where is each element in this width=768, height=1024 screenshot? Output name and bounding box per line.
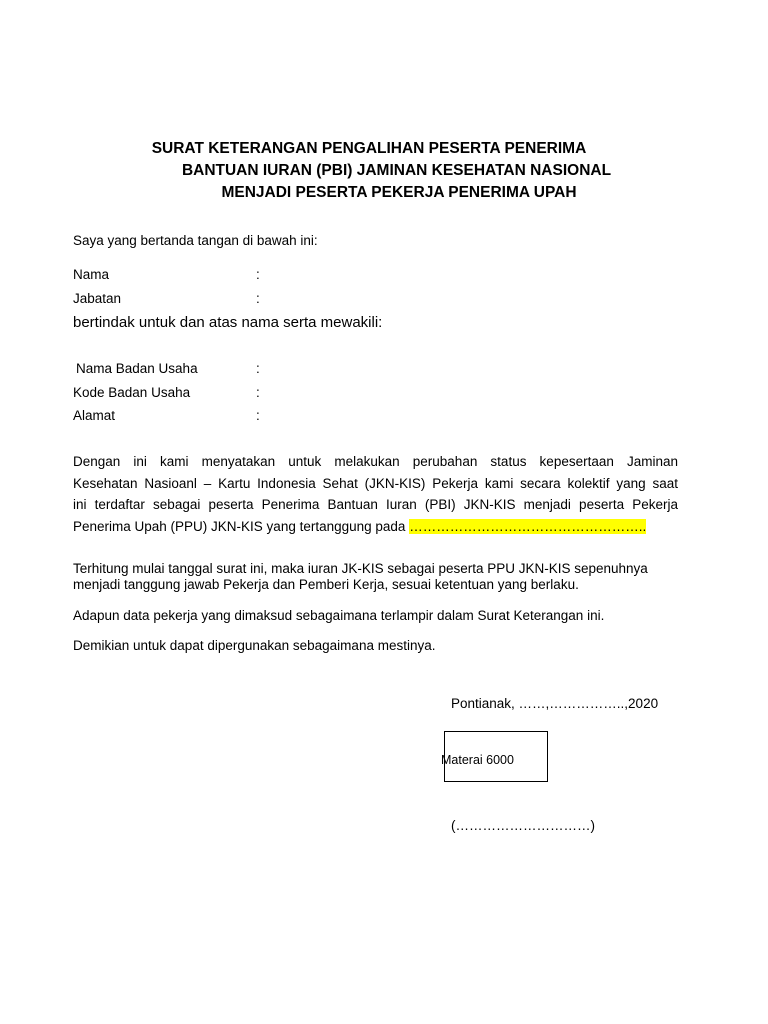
contribution-line-1: Terhitung mulai tanggal surat ini, maka iuran JK-KIS sebagai peserta PPU JKN-KIS sepenuhnya [73, 561, 648, 576]
statement-line-2: Kesehatan Nasioanl – Kartu Indonesia Sehat (JKN-KIS) Pekerja kami secara kolektif yang saat [73, 475, 678, 491]
intro-text: Saya yang bertanda tangan di bawah ini: [73, 233, 318, 248]
statement-line-4 [73, 516, 678, 538]
attachment-note: Adapun data pekerja yang dimaksud sebagaimana terlampir dalam Surat Keterangan ini. [73, 608, 605, 623]
field-label-nama: Nama [73, 267, 110, 282]
title-line-1: SURAT KETERANGAN PENGALIHAN PESERTA PENERIMA [151, 140, 587, 157]
place-date: Pontianak, ……,……………..,2020 [451, 696, 659, 711]
field-label-alamat: Alamat [73, 408, 116, 423]
field-label-nama-badan-usaha: Nama Badan Usaha [76, 361, 198, 376]
field-colon-nama: : [256, 267, 260, 282]
title-line-3: MENJADI PESERTA PEKERJA PENERIMA UPAH [221, 184, 577, 201]
statement-paragraph [73, 451, 678, 537]
stamp-label: Materai 6000 [441, 753, 514, 767]
field-colon-jabatan: : [256, 291, 260, 306]
title-line-2: BANTUAN IURAN (PBI) JAMINAN KESEHATAN NASIONAL [181, 162, 612, 179]
field-colon-kode-badan-usaha: : [256, 385, 260, 400]
contribution-line-2: menjadi tanggung jawab Pekerja dan Pemberi Kerja, sesuai ketentuan yang berlaku. [73, 577, 579, 592]
field-colon-alamat: : [256, 408, 260, 423]
field-label-jabatan: Jabatan [73, 291, 122, 306]
highlighted-blank: …………………………………………….. [409, 518, 647, 534]
field-colon-nama-badan-usaha: : [256, 361, 260, 376]
field-label-kode-badan-usaha: Kode Badan Usaha [73, 385, 191, 400]
statement-line-1: Dengan ini kami menyatakan untuk melakukan perubahan status kepesertaan Jaminan [73, 454, 678, 469]
letter-title [0, 138, 768, 204]
acting-on-behalf-text: bertindak untuk dan atas nama serta mewakili: [73, 314, 383, 331]
statement-line-4-text: Penerima Upah (PPU) JKN-KIS yang tertanggung pada [73, 518, 410, 534]
signature-name-placeholder: (…………………………) [451, 818, 595, 833]
contribution-paragraph [73, 561, 703, 593]
closing-text: Demikian untuk dapat dipergunakan sebagaimana mestinya. [73, 638, 436, 653]
statement-line-3: ini terdaftar sebagai peserta Penerima Bantuan Iuran (PBI) JKN-KIS menjadi peserta Pekerja [73, 497, 678, 512]
